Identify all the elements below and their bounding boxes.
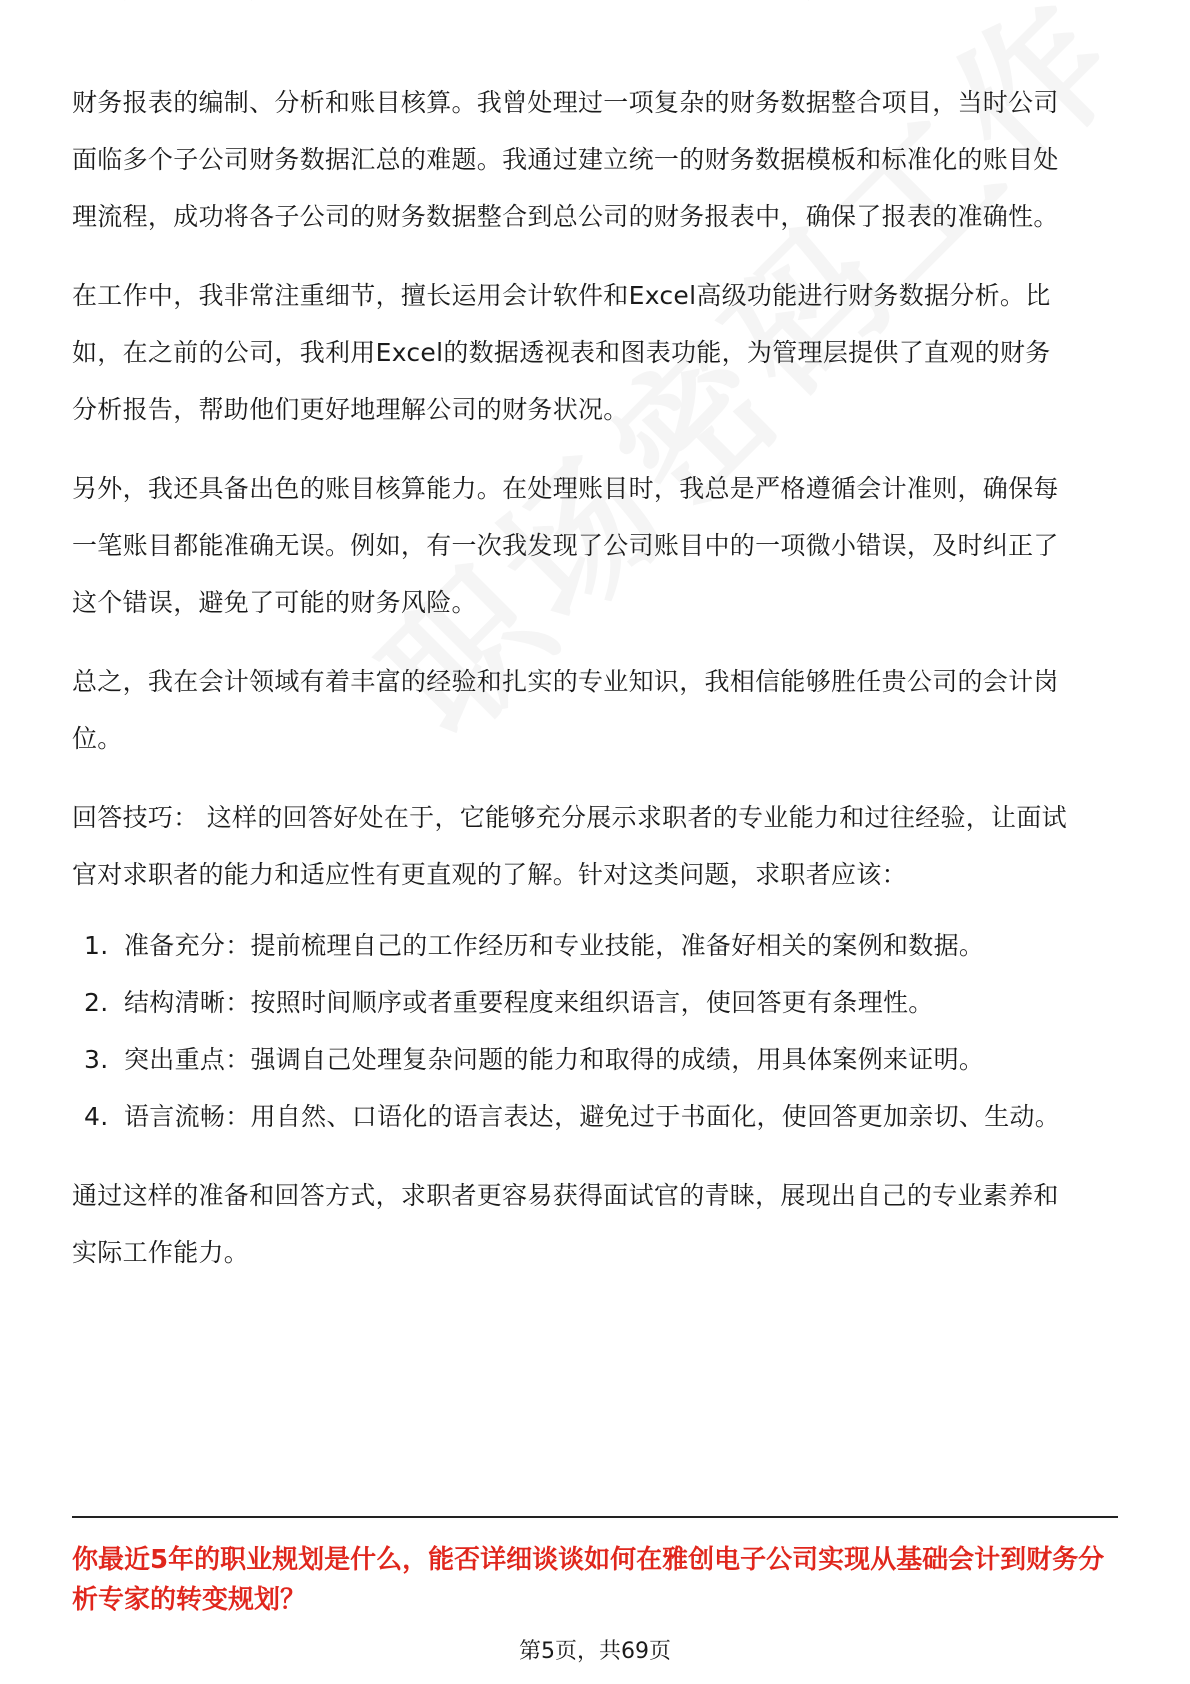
paragraph-4: 总之，我在会计领域有着丰富的经验和扎实的专业知识，我相信能够胜任贵公司的会计岗位。 <box>72 667 1059 753</box>
cutoff-text <box>72 0 1118 15</box>
paragraph-3: 另外，我还具备出色的账目核算能力。在处理账目时，我总是严格遵循会计准则，确保每一笔账目都能准确无误。例如，有一次我发现了公司账目中的一项微小错误，及时纠正了这个错误，避免了可能的财务风险。 <box>72 474 1059 617</box>
next-question-heading: 你最近5年的职业规划是什么，能否详细谈谈如何在雅创电子公司实现从基础会计到财务分析专家的转变规划？ <box>72 1545 1105 1615</box>
page-number: 第5页，共69页 <box>519 1639 671 1664</box>
cutoff-line <box>72 0 1118 20</box>
list-item: 4. 语言流畅：用自然、口语化的语言表达，避免过于书面化，使回答更加亲切、生动。 <box>84 1102 1061 1131</box>
body-content <box>72 74 1118 1281</box>
list-item: 3. 突出重点：强调自己处理复杂问题的能力和取得的成绩，用具体案例来证明。 <box>84 1045 985 1074</box>
section-divider <box>72 1516 1118 1518</box>
tips-list <box>72 917 1072 1145</box>
list-item: 2. 结构清晰：按照时间顺序或者重要程度来组织语言，使回答更有条理性。 <box>84 988 934 1017</box>
answer-tips-intro: 回答技巧： 这样的回答好处在于，它能够充分展示求职者的专业能力和过往经验，让面试官对求职者的能力和适应性有更直观的了解。针对这类问题，求职者应该： <box>72 803 1067 889</box>
closing-paragraph: 通过这样的准备和回答方式，求职者更容易获得面试官的青睐，展现出自己的专业素养和实际工作能力。 <box>72 1181 1059 1267</box>
paragraph-2: 在工作中，我非常注重细节，擅长运用会计软件和Excel高级功能进行财务数据分析。比如，在之前的公司，我利用Excel的数据透视表和图表功能，为管理层提供了直观的财务分析报告，帮助他们更好地理解公司的财务状况。 <box>72 281 1051 424</box>
paragraph-1: 财务报表的编制、分析和账目核算。我曾处理过一项复杂的财务数据整合项目，当时公司面临多个子公司财务数据汇总的难题。我通过建立统一的财务数据模板和标准化的账目处理流程，成功将各子公司的财务数据整合到总公司的财务报表中，确保了报表的准确性。 <box>72 88 1059 231</box>
list-item: 1. 准备充分：提前梳理自己的工作经历和专业技能，准备好相关的案例和数据。 <box>84 931 985 960</box>
